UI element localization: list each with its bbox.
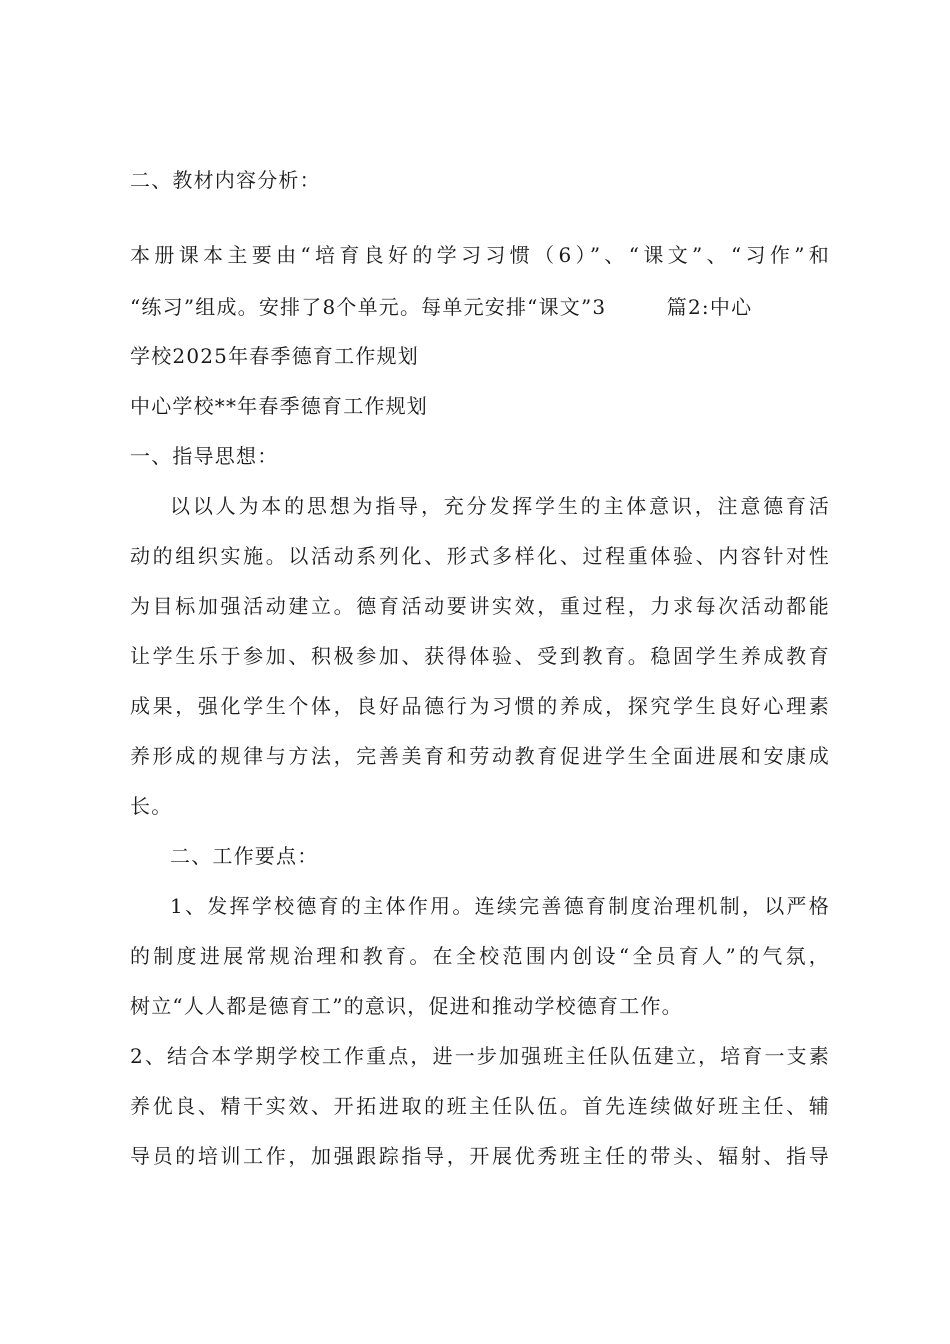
paragraph-line: 导员的培训工作，加强跟踪指导，开展优秀班主任的带头、辐射、指导 bbox=[130, 1144, 830, 1168]
paragraph-line: 1、发挥学校德育的主体作用。连续完善德育制度治理机制，以严格 bbox=[170, 894, 830, 918]
paragraph-line: 成果，强化学生个体，良好品德行为习惯的养成，探究学生良好心理素 bbox=[130, 694, 830, 718]
paragraph-line: 的制度进展常规治理和教育。在全校范围内创设“全员育人”的气氛， bbox=[130, 944, 830, 968]
document-title: 中心学校**年春季德育工作规划 bbox=[130, 394, 428, 418]
paragraph-line: 学校2025年春季德育工作规划 bbox=[130, 344, 419, 368]
paragraph-line: “练习”组成。安排了8个单元。每单元安排“课文”3 篇2:中心 bbox=[130, 295, 753, 319]
paragraph-line: 动的组织实施。以活动系列化、形式多样化、过程重体验、内容针对性 bbox=[130, 544, 830, 568]
paragraph-line: 树立“人人都是德育工”的意识，促进和推动学校德育工作。 bbox=[130, 994, 683, 1018]
paragraph-line: 为目标加强活动建立。德育活动要讲实效，重过程，力求每次活动都能 bbox=[130, 594, 830, 618]
paragraph-line: 本册课本主要由“培育良好的学习习惯（6）”、“课文”、“习作”和 bbox=[130, 243, 830, 267]
paragraph-line: 让学生乐于参加、积极参加、获得体验、受到教育。稳固学生养成教育 bbox=[130, 644, 830, 668]
paragraph-line: 养形成的规律与方法，完善美育和劳动教育促进学生全面进展和安康成 bbox=[130, 744, 830, 768]
section-heading-guiding-ideology: 一、指导思想： bbox=[130, 444, 279, 468]
paragraph-line: 以以人为本的思想为指导，充分发挥学生的主体意识，注意德育活 bbox=[170, 494, 830, 518]
section-heading-work-points: 二、工作要点： bbox=[170, 844, 319, 868]
paragraph-line: 长。 bbox=[130, 794, 173, 818]
paragraph-line: 养优良、精干实效、开拓进取的班主任队伍。首先连续做好班主任、辅 bbox=[130, 1094, 830, 1118]
section-heading-textbook-analysis: 二、教材内容分析： bbox=[130, 168, 321, 192]
paragraph-line: 2、结合本学期学校工作重点，进一步加强班主任队伍建立，培育一支素 bbox=[130, 1044, 830, 1068]
